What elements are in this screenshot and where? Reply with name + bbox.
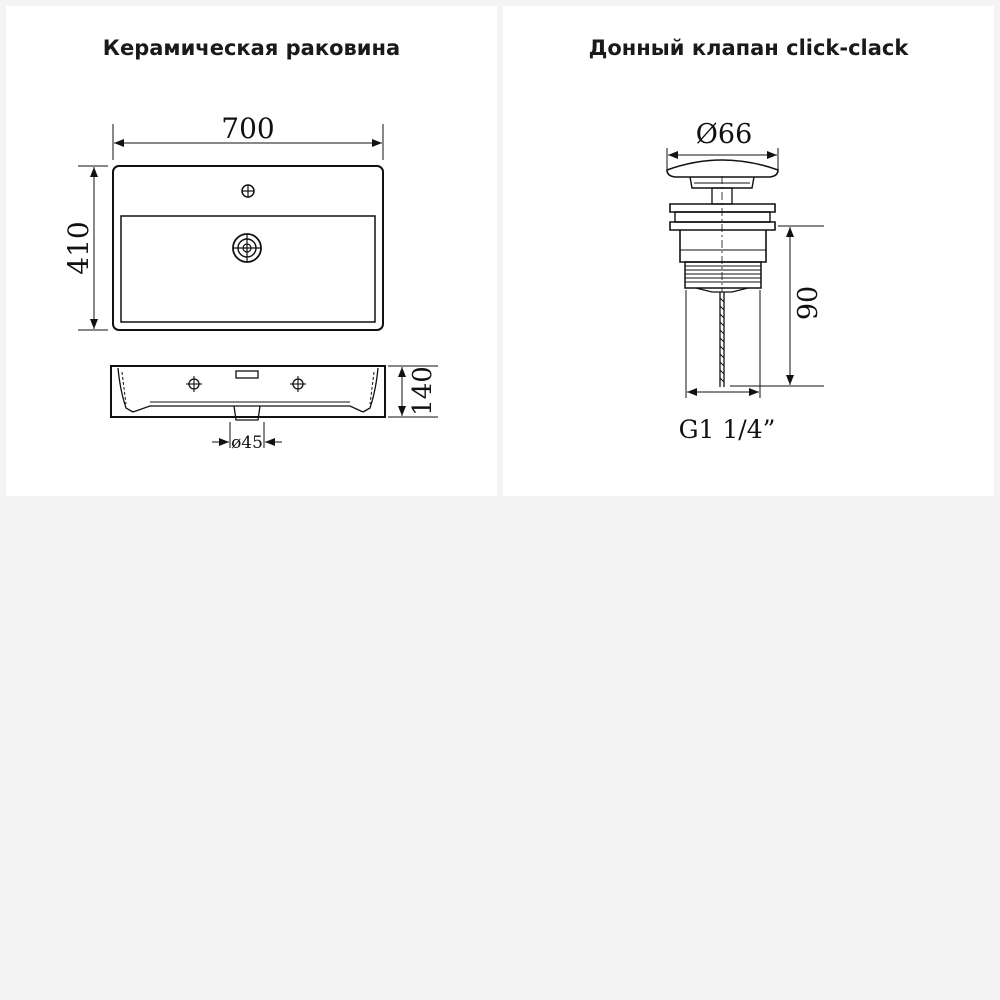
drain-hole-icon [233,234,261,262]
side-hole-right-icon [290,376,306,392]
valve-height-label: 90 [793,285,824,321]
valve-cap-label: Ø66 [695,119,753,150]
sink-drain-dimension [212,422,282,453]
valve-panel [503,6,994,496]
side-hole-left-icon [186,376,202,392]
valve-body [667,160,778,387]
faucet-hole-icon [242,185,254,197]
sink-top-view [113,166,383,330]
sink-depth-label: 410 [62,221,95,275]
sink-panel [6,6,497,496]
sink-width-dimension [113,112,383,160]
sink-height-dimension [388,366,438,417]
sink-drain-label: ø45 [231,433,263,453]
sink-drawing [6,6,497,496]
sink-title: Керамическая раковина [102,36,401,60]
valve-drawing [503,6,994,496]
sink-width-label: 700 [221,112,275,145]
valve-thread-label: G1 1/4” [678,415,776,444]
sink-side-view [111,366,385,420]
sink-depth-dimension [62,166,108,330]
sink-height-label: 140 [408,366,438,416]
valve-thread-dimension [679,290,776,444]
valve-title: Донный клапан click-clack [588,36,909,60]
valve-thread [685,262,761,288]
